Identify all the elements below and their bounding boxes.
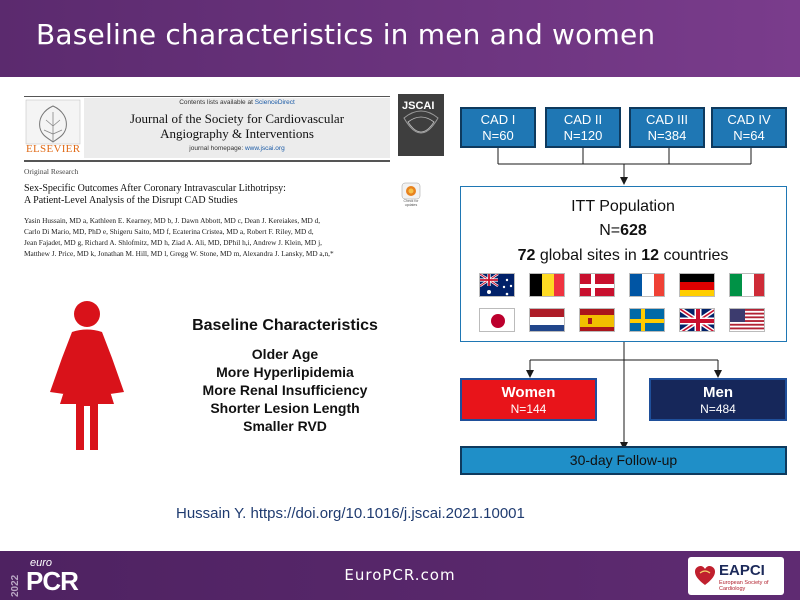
uk-flag-icon: [679, 308, 715, 332]
netherlands-flag-icon: [529, 308, 565, 332]
esc-caption: European Society of Cardiology: [719, 580, 769, 592]
cover-title: JSCAI: [402, 100, 435, 112]
list-item: More Renal Insufficiency: [202, 382, 368, 398]
slide-title: Baseline characteristics in men and women: [36, 18, 656, 51]
heart-icon: [694, 565, 716, 587]
study-n: N=120: [563, 128, 603, 143]
homepage-prefix: journal homepage:: [189, 145, 245, 152]
woman-figure-icon: [46, 300, 128, 452]
top-rule: [24, 96, 390, 97]
article-section: Original Research: [24, 167, 79, 176]
study-box-cad-1: [460, 107, 536, 148]
citation-link[interactable]: Hussain Y. https://doi.org/10.1016/j.jscai.2021.10001: [176, 505, 525, 522]
elsevier-wordmark: ELSEVIER: [26, 143, 81, 155]
logo-pcr: PCR: [26, 566, 78, 596]
usa-flag-icon: [729, 308, 765, 332]
logo-year: 2022: [10, 574, 21, 597]
men-label: Men: [703, 384, 733, 401]
journal-banner: [84, 98, 390, 158]
women-box: [460, 378, 597, 421]
list-item: Smaller RVD: [243, 418, 327, 434]
availability-line: [84, 99, 390, 106]
women-n: N=144: [510, 402, 547, 416]
homepage-link[interactable]: www.jscai.org: [244, 145, 285, 152]
itt-n: [461, 222, 785, 240]
itt-population-box: [460, 186, 787, 342]
study-name: CAD IV: [727, 112, 771, 127]
belgium-flag-icon: [529, 273, 565, 297]
footer-site-link[interactable]: EuroPCR.com: [344, 566, 456, 584]
sciencedirect-link[interactable]: ScienceDirect: [254, 99, 295, 106]
author-list: [24, 215, 390, 259]
itt-sites: [461, 247, 785, 265]
study-box-cad-3: [629, 107, 705, 148]
study-name: CAD II: [563, 112, 603, 127]
bottom-rule: [24, 160, 390, 162]
list-item: More Hyperlipidemia: [216, 364, 354, 380]
study-name: CAD I: [480, 112, 516, 127]
article-title: [24, 183, 364, 207]
countries-text: countries: [659, 247, 729, 264]
countries-count: 12: [641, 247, 660, 264]
sweden-flag-icon: [629, 308, 665, 332]
check-caption: Check for updates: [403, 199, 419, 207]
eapci-wordmark: EAPCI: [719, 562, 765, 579]
study-box-cad-2: [545, 107, 621, 148]
list-item: Shorter Lesion Length: [210, 400, 360, 416]
study-n: N=60: [482, 128, 514, 143]
study-name: CAD III: [646, 112, 688, 127]
baseline-title: Baseline Characteristics: [192, 317, 378, 334]
author-line: Yasin Hussain, MD a, Kathleen E. Kearney, MD b, J. Dawn Abbott, MD c, Dean J. Kereiakes, MD d,: [24, 216, 321, 225]
author-line: Jean Fajadet, MD g, Richard A. Shlofmitz, MD h, Ziad A. Ali, MD, DPhil h,i, Andrew J. Klein, MD j,: [24, 238, 322, 247]
journal-name: [84, 111, 390, 141]
homepage-line: [84, 145, 390, 152]
sites-count: 72: [517, 247, 536, 264]
itt-n-prefix: N=: [599, 222, 621, 239]
japan-flag-icon: [479, 308, 515, 332]
footer-bar: [0, 551, 800, 600]
article-title-line-2: A Patient-Level Analysis of the Disrupt CAD Studies: [24, 195, 238, 206]
author-line: Matthew J. Price, MD k, Jonathan M. Hill, MD l, Gregg W. Stone, MD m, Alexandra J. Lansky, MD a,n,*: [24, 249, 334, 258]
itt-n-value: 628: [620, 222, 647, 239]
men-n: N=484: [700, 402, 736, 416]
sites-text: global sites in: [535, 247, 642, 264]
journal-cover: [398, 94, 444, 156]
journal-article-header: [24, 82, 435, 268]
eapci-logo[interactable]: [688, 557, 784, 595]
spain-flag-icon: [579, 308, 615, 332]
australia-flag-icon: [479, 273, 515, 297]
article-title-line-1: Sex-Specific Outcomes After Coronary Intravascular Lithotripsy:: [24, 183, 286, 194]
denmark-flag-icon: [579, 273, 615, 297]
men-box: [649, 378, 787, 421]
baseline-list: [160, 346, 410, 436]
italy-flag-icon: [729, 273, 765, 297]
followup-box: 30-day Follow-up: [460, 446, 787, 475]
list-item: Older Age: [251, 346, 319, 362]
logo-euro: euro: [30, 557, 53, 569]
study-n: N=64: [733, 128, 765, 143]
itt-title: ITT Population: [571, 198, 675, 215]
journal-name-line-2: Angiography & Interventions: [160, 126, 314, 141]
check-for-updates-badge[interactable]: [400, 182, 422, 206]
study-n: N=384: [647, 128, 687, 143]
france-flag-icon: [629, 273, 665, 297]
study-box-cad-4: [711, 107, 787, 148]
availability-prefix: Contents lists available at: [179, 99, 255, 106]
journal-name-line-1: Journal of the Society for Cardiovascular: [129, 111, 345, 126]
author-line: Carlo Di Mario, MD, PhD e, Shigeru Saito, MD f, Ecaterina Cristea, MD a, Robert F. Riley, MD d,: [24, 227, 314, 236]
women-label: Women: [501, 384, 556, 401]
germany-flag-icon: [679, 273, 715, 297]
title-bar: [0, 0, 800, 77]
